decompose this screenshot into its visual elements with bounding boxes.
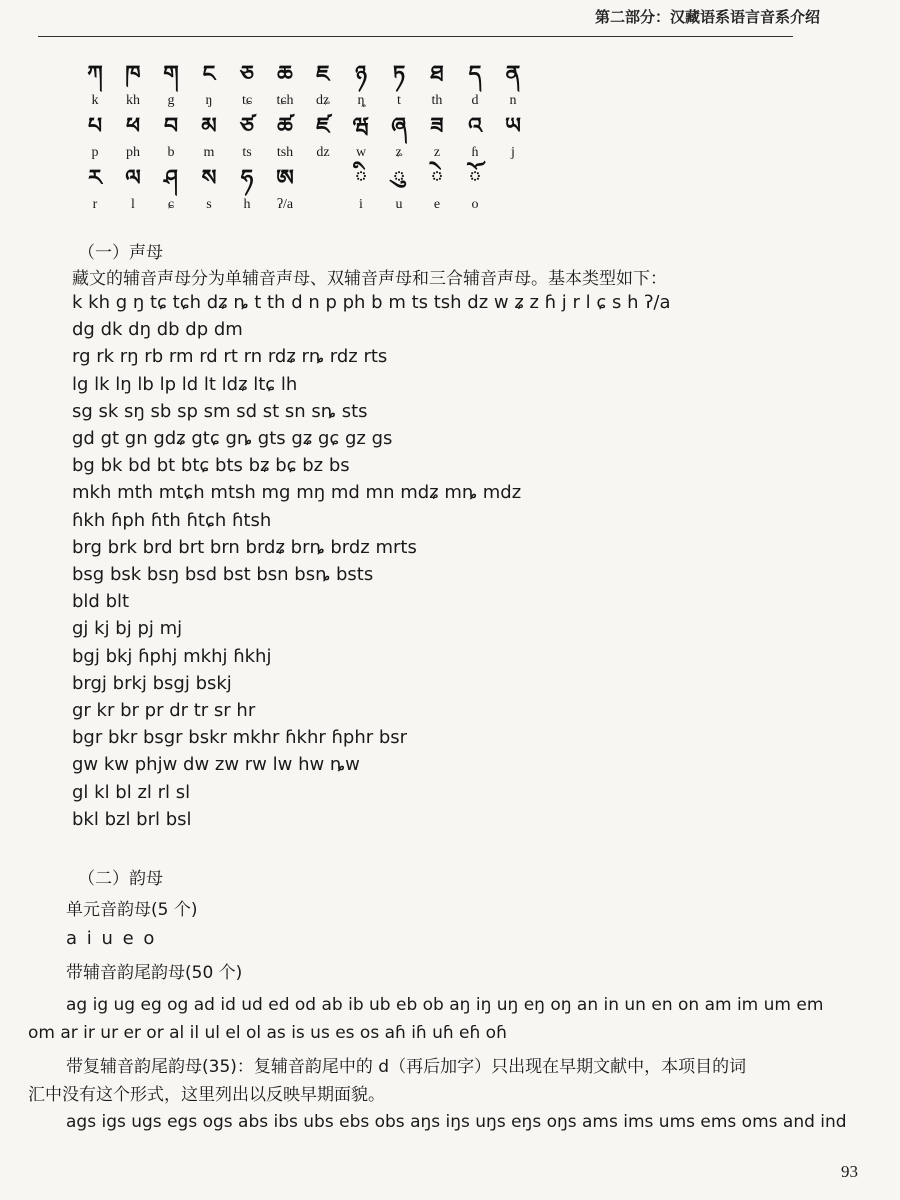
romanization: u (395, 197, 403, 212)
initials-line: bsg bsk bsŋ bsd bst bsn bsȵ bsts (72, 564, 374, 585)
tibetan-glyph: ཡ (505, 114, 521, 139)
romanization: l (131, 197, 135, 212)
romanization: kh (126, 93, 140, 108)
simple-finals-line: a i u e o (66, 928, 157, 949)
tibetan-glyph: ཆ (277, 62, 293, 87)
romanization: th (431, 93, 443, 108)
tibetan-glyph: ཨ (276, 166, 294, 191)
romanization: tɕh (276, 93, 294, 108)
tibetan-glyph: ན (505, 62, 521, 87)
tibetan-glyph: ཧ (240, 166, 254, 191)
tibetan-glyph: ཀ (87, 62, 103, 87)
tibetan-glyph: ཁ (125, 62, 141, 87)
initials-line: rg rk rŋ rb rm rd rt rn rdʑ rȵ rdz rts (72, 346, 388, 367)
section-title-finals: （二）韵母 (78, 869, 163, 889)
tibetan-glyph: ེ (430, 166, 444, 191)
complex-finals-paragraph-line-1: 带复辅音韵尾韵母(35)：复辅音韵尾中的 d（再后加字）只出现在早期文献中，本项目的词 (66, 1057, 747, 1077)
tibetan-glyph: ཏ (392, 62, 406, 87)
tibetan-glyph: ག (163, 62, 179, 87)
initials-line: ɦkh ɦph ɦth ɦtɕh ɦtsh (72, 510, 272, 531)
romanization: r (92, 197, 98, 212)
tibetan-glyph: ད (468, 62, 482, 87)
romanization: ts (242, 145, 252, 160)
complex-finals-line: ags igs ugs egs ogs abs ibs ubs ebs obs aŋs iŋs uŋs eŋs oŋs ams ims ums ems oms and ind (66, 1112, 847, 1132)
romanization: k (91, 93, 99, 108)
initials-line: gj kj bj pj mj (72, 618, 183, 639)
initials-line: gw kw phjw dw zw rw lw hw ȵw (72, 754, 360, 775)
initials-line: gl kl bl zl rl sl (72, 782, 191, 803)
romanization: e (433, 197, 441, 212)
romanization: ɦ (471, 145, 479, 160)
tibetan-glyph: ཛ (316, 114, 330, 139)
tibetan-glyph: ར (88, 166, 102, 191)
tibetan-glyph: ུ (392, 166, 406, 191)
romanization: ʑ (395, 145, 403, 160)
tibetan-glyph: མ (201, 114, 217, 139)
initials-line: bld blt (72, 591, 130, 612)
romanization: ȵ (357, 93, 365, 108)
romanization: w (355, 145, 367, 160)
tibetan-glyph: ཚ (277, 114, 293, 139)
romanization: d (471, 93, 479, 108)
initials-line: k kh g ŋ tɕ tɕh dʑ ȵ t th d n p ph b m ts tsh dz w ʑ z ɦ j r l ɕ s h ʔ/a (72, 292, 671, 313)
glyph-row (76, 166, 486, 192)
coda-finals-line-1: ag ig ug eg og ad id ud ed od ab ib ub eb ob aŋ iŋ uŋ eŋ oŋ an in un en on am im um em (66, 995, 824, 1015)
romanization-row (76, 88, 517, 114)
initials-line: bkl bzl brl bsl (72, 809, 192, 830)
tibetan-letter-table (76, 62, 521, 218)
tibetan-glyph: བ (163, 114, 179, 139)
romanization: g (167, 93, 175, 108)
tibetan-glyph: ང (202, 62, 216, 87)
initials-line: brg brk brd brt brn brdʑ brȵ brdz mrts (72, 537, 417, 558)
tibetan-glyph: ཤ (164, 166, 178, 191)
tibetan-glyph: ཉ (355, 62, 367, 87)
romanization: dʑ (316, 93, 330, 108)
tibetan-glyph: ཕ (125, 114, 141, 139)
romanization: dz (316, 145, 330, 160)
tibetan-glyph: ཅ (240, 62, 254, 87)
romanization: o (471, 197, 479, 212)
romanization: ʔ/a (276, 197, 294, 212)
romanization: ŋ (205, 93, 213, 108)
initials-line: dg dk dŋ db dp dm (72, 319, 243, 340)
glyph-row (76, 114, 521, 140)
initials-line: bg bk bd bt btɕ bts bʑ bɕ bz bs (72, 455, 350, 476)
tibetan-glyph: ོ (468, 166, 482, 191)
initials-line: brgj brkj bsgj bskj (72, 673, 232, 694)
tibetan-glyph: པ (87, 114, 103, 139)
romanization: tsh (276, 145, 294, 160)
romanization: ph (126, 145, 140, 160)
romanization: ɕ (167, 197, 175, 212)
complex-finals-paragraph-line-2: 汇中没有这个形式，这里列出以反映早期面貌。 (28, 1085, 385, 1105)
initials-line: bgj bkj ɦphj mkhj ɦkhj (72, 646, 272, 667)
initials-line: bgr bkr bsgr bskr mkhr ɦkhr ɦphr bsr (72, 727, 408, 748)
tibetan-glyph: ཟ (430, 114, 444, 139)
tibetan-glyph: ས (201, 166, 217, 191)
initials-line: gr kr br pr dr tr sr hr (72, 700, 256, 721)
coda-finals-label: 带辅音韵尾韵母(50 个) (66, 963, 243, 983)
romanization-row (76, 140, 515, 166)
initials-line: gd gt gn gdʑ gtɕ gȵ gts gʑ gɕ gz gs (72, 428, 393, 449)
initials-line: sg sk sŋ sb sp sm sd st sn sȵ sts (72, 401, 368, 422)
tibetan-glyph: ཐ (430, 62, 444, 87)
page-number: 93 (841, 1162, 858, 1181)
simple-finals-label: 单元音韵母(5 个) (66, 900, 198, 920)
tibetan-glyph: འ (468, 114, 482, 139)
romanization: h (243, 197, 251, 212)
initials-line: lg lk lŋ lb lp ld lt ldʑ ltɕ lh (72, 374, 298, 395)
romanization: tɕ (241, 93, 253, 108)
header-rule (38, 36, 793, 37)
running-header: 第二部分：汉藏语系语言音系介绍 (594, 8, 820, 26)
romanization: t (397, 93, 401, 108)
romanization: m (203, 145, 215, 160)
romanization: p (91, 145, 99, 160)
initials-intro: 藏文的辅音声母分为单辅音声母、双辅音声母和三合辅音声母。基本类型如下： (72, 269, 667, 289)
romanization-row (76, 192, 486, 218)
romanization: b (167, 145, 175, 160)
romanization: n (509, 93, 517, 108)
glyph-row (76, 62, 521, 88)
section-title-initials: （一）声母 (78, 243, 163, 263)
tibetan-glyph: ཝ (352, 114, 370, 139)
romanization: z (433, 145, 441, 160)
tibetan-glyph: ི (354, 166, 368, 191)
tibetan-glyph: ཙ (240, 114, 254, 139)
romanization: i (359, 197, 363, 212)
tibetan-glyph: ལ (125, 166, 141, 191)
coda-finals-line-2: om ar ir ur er or al il ul el ol as is us es os aɦ iɦ uɦ eɦ oɦ (28, 1023, 507, 1043)
tibetan-glyph: ཇ (316, 62, 330, 87)
tibetan-glyph: ཞ (391, 114, 407, 139)
romanization: j (511, 145, 515, 160)
romanization: s (206, 197, 212, 212)
initials-line: mkh mth mtɕh mtsh mg mŋ md mn mdʑ mȵ mdz (72, 482, 522, 503)
